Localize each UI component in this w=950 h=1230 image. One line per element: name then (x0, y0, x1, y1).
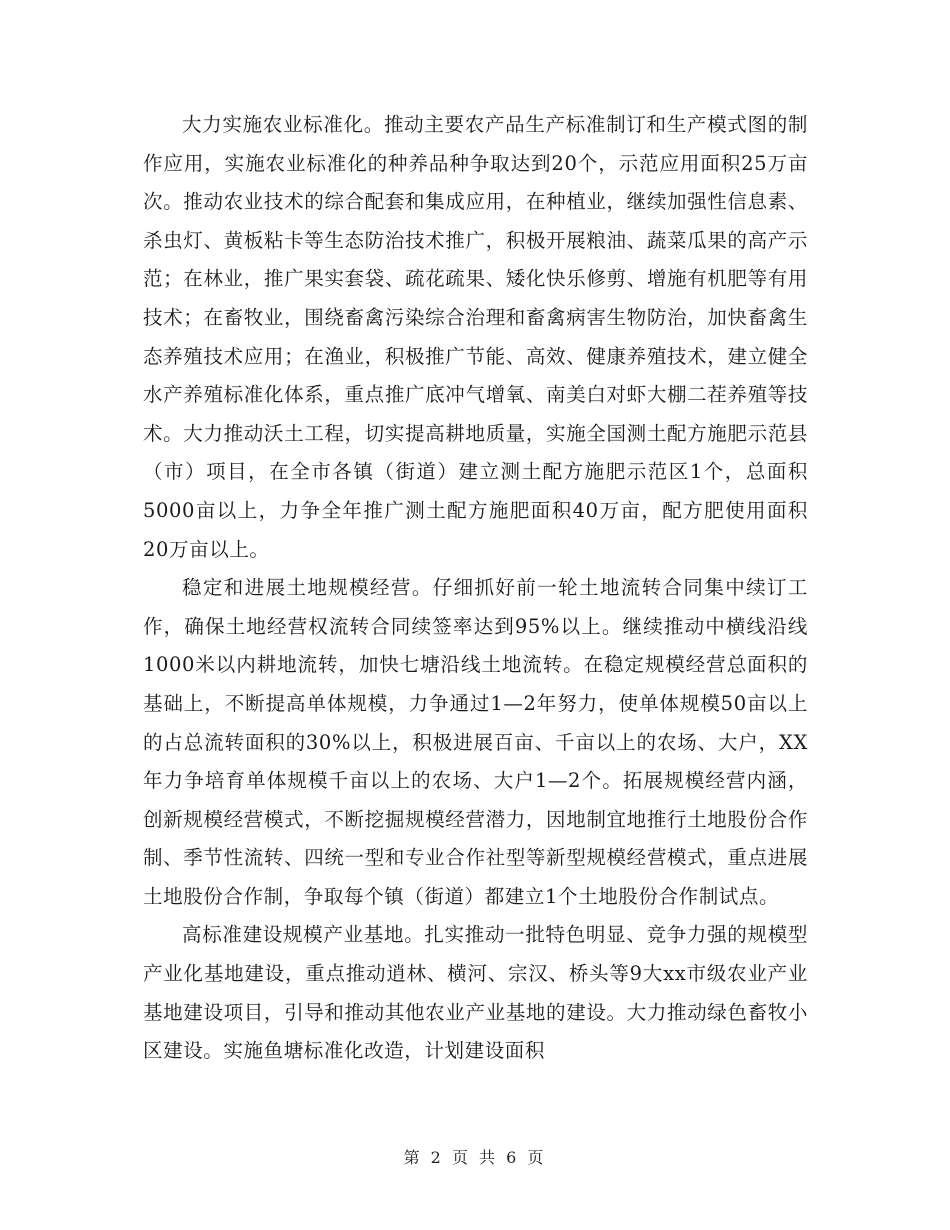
paragraph-land-scale-operation: 稳定和进展土地规模经营。仔细抓好前一轮土地流转合同集中续订工作，确保土地经营权流转合同续签率达到95%以上。继续推动中横线沿线1000米以内耕地流转，加快七塘沿线土地流转。在稳定规模经营总面积的基础上，不断提高单体规模，力争通过1—2年努力，使单体规模50亩以上的占总流转面积的30%以上，积极进展百亩、千亩以上的农场、大户，XX年力争培育单体规模千亩以上的农场、大户1—2个。拓展规模经营内涵，创新规模经营模式，不断挖掘规模经营潜力，因地制宜地推行土地股份合作制、季节性流转、四统一型和专业合作社型等新型规模经营模式，重点进展土地股份合作制，争取每个镇（街道）都建立1个土地股份合作制试点。 (143, 576, 808, 908)
page-number-footer: 第 2 页 共 6 页 (403, 1148, 547, 1167)
document-body (143, 106, 808, 1071)
paragraph-agri-standardization: 大力实施农业标准化。推动主要农产品生产标准制订和生产模式图的制作应用，实施农业标准化的种养品种争取达到20个，示范应用面积25万亩次。推动农业技术的综合配套和集成应用，在种植业，继续加强性信息素、杀虫灯、黄板粘卡等生态防治技术推广，积极开展粮油、蔬菜瓜果的高产示范；在林业，推广果实套袋、疏花疏果、矮化快乐修剪、增施有机肥等有用技术；在畜牧业，围绕畜禽污染综合治理和畜禽病害生物防治，加快畜禽生态养殖技术应用；在渔业，积极推广节能、高效、健康养殖技术，建立健全水产养殖标准化体系，重点推广底冲气增氧、南美白对虾大棚二茬养殖等技术。大力推动沃土工程，切实提高耕地质量，实施全国测土配方施肥示范县（市）项目，在全市各镇（街道）建立测土配方施肥示范区1个，总面积5000亩以上，力争全年推广测土配方施肥面积40万亩，配方肥使用面积20万亩以上。 (143, 113, 808, 561)
paragraph-industry-base: 高标准建设规模产业基地。扎实推动一批特色明显、竞争力强的规模型产业化基地建设，重点推动逍林、横河、宗汉、桥头等9大xx市级农业产业基地建设项目，引导和推动其他农业产业基地的建设。大力推动绿色畜牧小区建设。实施鱼塘标准化改造，计划建设面积 (143, 923, 808, 1063)
